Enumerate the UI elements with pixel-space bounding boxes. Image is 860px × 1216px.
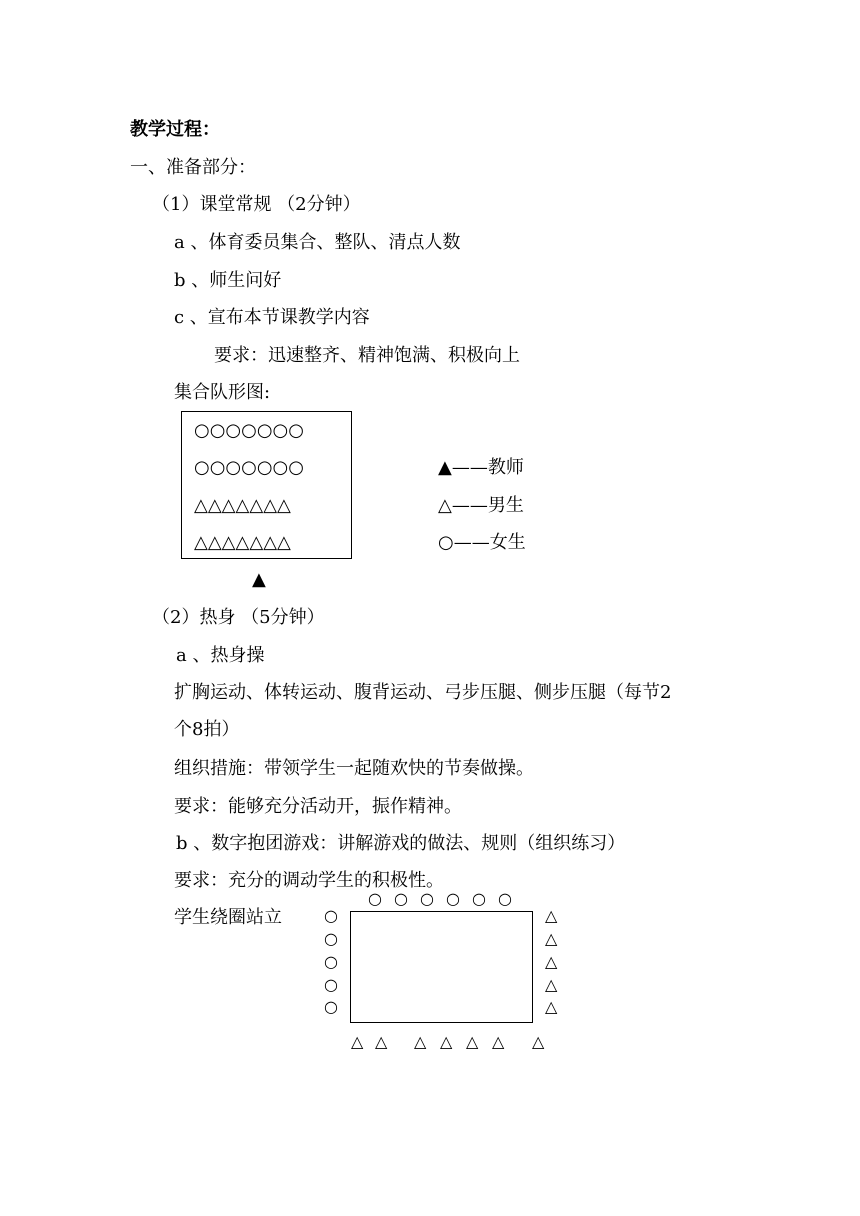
- boy-marker: △: [375, 1032, 388, 1051]
- formation-row: △△△△△△△: [194, 532, 291, 553]
- girl-marker: ○: [324, 929, 338, 948]
- boy-marker: △: [545, 952, 558, 971]
- girl-marker: ○: [324, 975, 338, 994]
- formation-row: ○○○○○○○: [194, 420, 304, 441]
- girl-marker: ○: [324, 952, 338, 971]
- exercises-line2: 个8拍）: [174, 719, 240, 740]
- boy-marker: △: [532, 1032, 545, 1051]
- circle-label: 学生绕圈站立: [174, 907, 282, 928]
- boy-marker: △: [466, 1032, 479, 1051]
- teacher-marker: ▲: [252, 569, 266, 590]
- boy-marker: △: [545, 906, 558, 925]
- girl-marker: ○: [420, 889, 434, 908]
- legend-boy: △——男生: [438, 495, 524, 516]
- formation-label: 集合队形图:: [174, 382, 271, 403]
- boy-marker: △: [492, 1032, 505, 1051]
- section-heading-prep: 一、准备部分：: [130, 157, 256, 178]
- boy-marker: △: [414, 1032, 427, 1051]
- legend-teacher: ▲——教师: [438, 457, 524, 478]
- boy-marker: △: [545, 997, 558, 1016]
- part1-item-b: b 、师生问好: [174, 270, 282, 291]
- girl-marker: ○: [498, 889, 512, 908]
- part1-heading: （1）课堂常规 （2分钟）: [152, 194, 361, 215]
- section-title: 教学过程：: [130, 119, 220, 140]
- part1-requirement: 要求：迅速整齐、精神饱满、积极向上: [214, 345, 520, 366]
- part2-requirement1: 要求：能够充分活动开，振作精神。: [174, 796, 462, 817]
- boy-marker: △: [545, 975, 558, 994]
- boy-marker: △: [351, 1032, 364, 1051]
- part2-item-a: a 、热身操: [176, 645, 265, 666]
- organization-measure: 组织措施：带领学生一起随欢快的节奏做操。: [174, 758, 534, 779]
- part1-item-c: c 、宣布本节课教学内容: [174, 307, 370, 328]
- girl-marker: ○: [446, 889, 460, 908]
- formation-row: ○○○○○○○: [194, 457, 304, 478]
- circle-field-box: [350, 911, 533, 1023]
- girl-marker: ○: [324, 997, 338, 1016]
- girl-marker: ○: [324, 906, 338, 925]
- girl-marker: ○: [368, 889, 382, 908]
- formation-row: △△△△△△△: [194, 495, 291, 516]
- part2-heading: （2）热身 （5分钟）: [152, 607, 325, 628]
- part2-requirement2: 要求：充分的调动学生的积极性。: [174, 870, 444, 891]
- part2-item-b: b 、数字抱团游戏：讲解游戏的做法、规则（组织练习）: [176, 833, 626, 854]
- boy-marker: △: [545, 929, 558, 948]
- girl-marker: ○: [472, 889, 486, 908]
- boy-marker: △: [440, 1032, 453, 1051]
- girl-marker: ○: [394, 889, 408, 908]
- legend-girl: ○——女生: [438, 532, 526, 553]
- part1-item-a: a 、体育委员集合、整队、清点人数: [174, 232, 461, 253]
- exercises-line1: 扩胸运动、体转运动、腹背运动、弓步压腿、侧步压腿（每节2: [174, 682, 672, 703]
